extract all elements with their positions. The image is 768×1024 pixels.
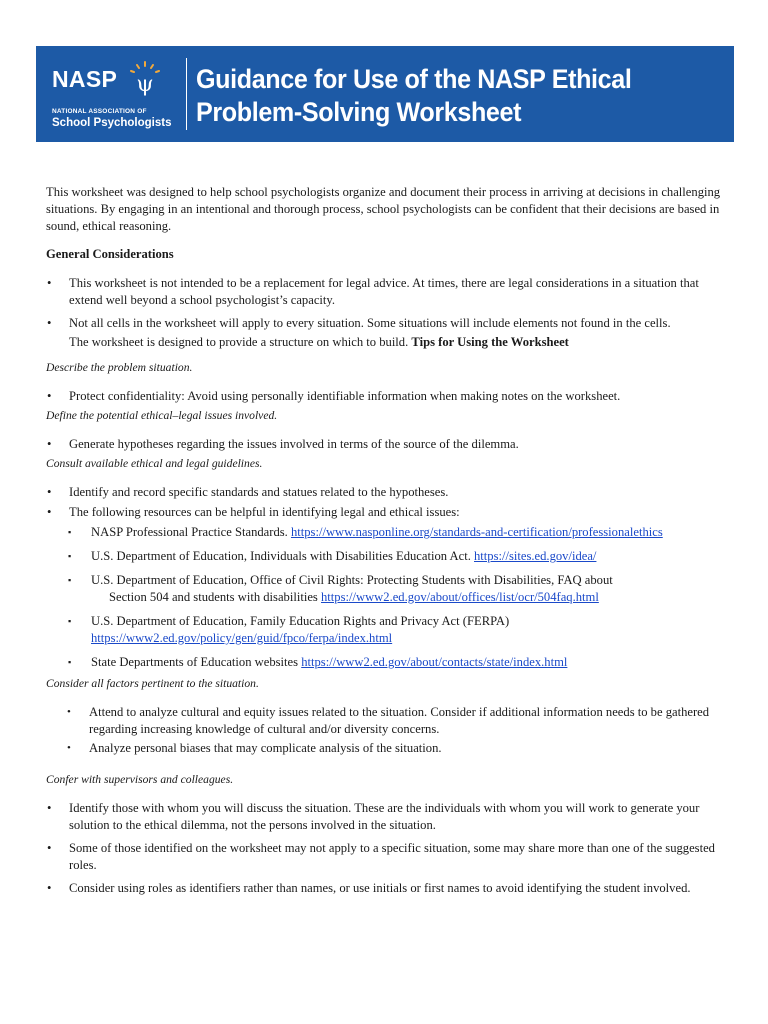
logo-org-line2: School Psychologists bbox=[52, 117, 172, 129]
list-item: • This worksheet is not intended to be a replacement for legal advice. At times, there are legal considerations in a situation that extend well beyond a school psychologist’s capacity. bbox=[47, 276, 699, 307]
title-line-2: Problem-Solving Worksheet bbox=[196, 97, 522, 127]
general-list bbox=[46, 275, 722, 332]
section-label-describe: Describe the problem situation. bbox=[46, 361, 193, 374]
header-divider bbox=[186, 58, 187, 130]
logo-wordmark: NASP bbox=[52, 66, 118, 92]
list-item: • Some of those identified on the worksheet may not apply to a specific situation, some may share more than one of the suggested roles. bbox=[47, 841, 715, 872]
resource-link[interactable]: https://www.nasponline.org/standards-and-certification/professionalethics bbox=[290, 525, 663, 539]
resource-item: ▪ State Departments of Education websites https://www2.ed.gov/about/contacts/state/index.html bbox=[68, 655, 568, 669]
svg-text:ψ: ψ bbox=[136, 72, 154, 96]
list-item: • Not all cells in the worksheet will apply to every situation. Some situations will include elements not found in the cells. bbox=[47, 316, 671, 330]
consult-list bbox=[46, 484, 722, 671]
section-label-define: Define the potential ethical–legal issues involved. bbox=[46, 409, 278, 422]
logo-org-line1: NATIONAL ASSOCIATION OF bbox=[52, 108, 147, 115]
general-bullet2-continuation: The worksheet is designed to provide a structure on which to build. Tips for Using the Worksheet bbox=[69, 335, 569, 349]
resource-link[interactable]: https://www2.ed.gov/about/offices/list/ocr/504faq.html bbox=[321, 590, 599, 604]
list-item: • Identify and record specific standards and statues related to the hypotheses. bbox=[47, 485, 449, 499]
resource-item: ▪ U.S. Department of Education, Office of Civil Rights: Protecting Students with Disabilities, FAQ about Section 504 and students with disabilities https://www2.ed.gov/about/offices/list/ocr/504faq.html bbox=[68, 573, 613, 604]
list-item: • Attend to analyze cultural and equity issues related to the situation. Consider if additional information needs to be gathered regarding increasing knowledge of cultural and/or diversity concerns. bbox=[67, 705, 710, 736]
tips-heading: Tips for Using the Worksheet bbox=[411, 335, 569, 349]
resource-link[interactable]: https://sites.ed.gov/idea/ bbox=[474, 549, 597, 563]
section-label-consult: Consult available ethical and legal guidelines. bbox=[46, 457, 263, 470]
page-title bbox=[196, 63, 631, 129]
document-body bbox=[46, 184, 722, 903]
section-label-consider: Consider all factors pertinent to the situation. bbox=[46, 677, 259, 690]
psi-icon bbox=[126, 60, 164, 96]
resource-item: ▪ U.S. Department of Education, Family Education Rights and Privacy Act (FERPA) https://www2.ed.gov/policy/gen/guid/fpco/ferpa/index.html bbox=[68, 614, 510, 645]
resource-link[interactable]: https://www2.ed.gov/policy/gen/guid/fpco/ferpa/index.html bbox=[91, 631, 393, 645]
list-item: • Identify those with whom you will discuss the situation. These are the individuals with whom you will work to generate your solution to the ethical dilemma, not the persons involved in the situation. bbox=[47, 801, 700, 832]
consider-list bbox=[46, 704, 722, 757]
list-item: • The following resources can be helpful in identifying legal and ethical issues: bbox=[47, 505, 460, 519]
header-banner bbox=[36, 46, 734, 142]
confer-list bbox=[46, 800, 722, 897]
resource-item: ▪ U.S. Department of Education, Individuals with Disabilities Education Act. https://sites.ed.gov/idea/ bbox=[68, 549, 597, 563]
general-considerations-heading: General Considerations bbox=[46, 247, 174, 261]
section-label-confer: Confer with supervisors and colleagues. bbox=[46, 773, 234, 786]
resource-item: ▪ NASP Professional Practice Standards. https://www.nasponline.org/standards-and-certification/professionalethics bbox=[68, 525, 663, 539]
list-item: • Protect confidentiality: Avoid using personally identifiable information when making notes on the worksheet. bbox=[47, 389, 621, 403]
title-line-1: Guidance for Use of the NASP Ethical bbox=[196, 64, 632, 94]
resource-link[interactable]: https://www2.ed.gov/about/contacts/state/index.html bbox=[301, 655, 568, 669]
nasp-logo[interactable] bbox=[52, 56, 192, 132]
list-item: • Generate hypotheses regarding the issues involved in terms of the source of the dilemma. bbox=[47, 437, 519, 451]
intro-paragraph: This worksheet was designed to help school psychologists organize and document their process in arriving at decisions in challenging situations. By engaging in an intentional and thorough process, school psychologists can be confident that their decisions are based in sound, ethical reasoning. bbox=[46, 185, 721, 233]
list-item: • Consider using roles as identifiers rather than names, or use initials or first names to avoid identifying the student involved. bbox=[47, 881, 691, 895]
list-item: • Analyze personal biases that may complicate analysis of the situation. bbox=[67, 741, 442, 755]
